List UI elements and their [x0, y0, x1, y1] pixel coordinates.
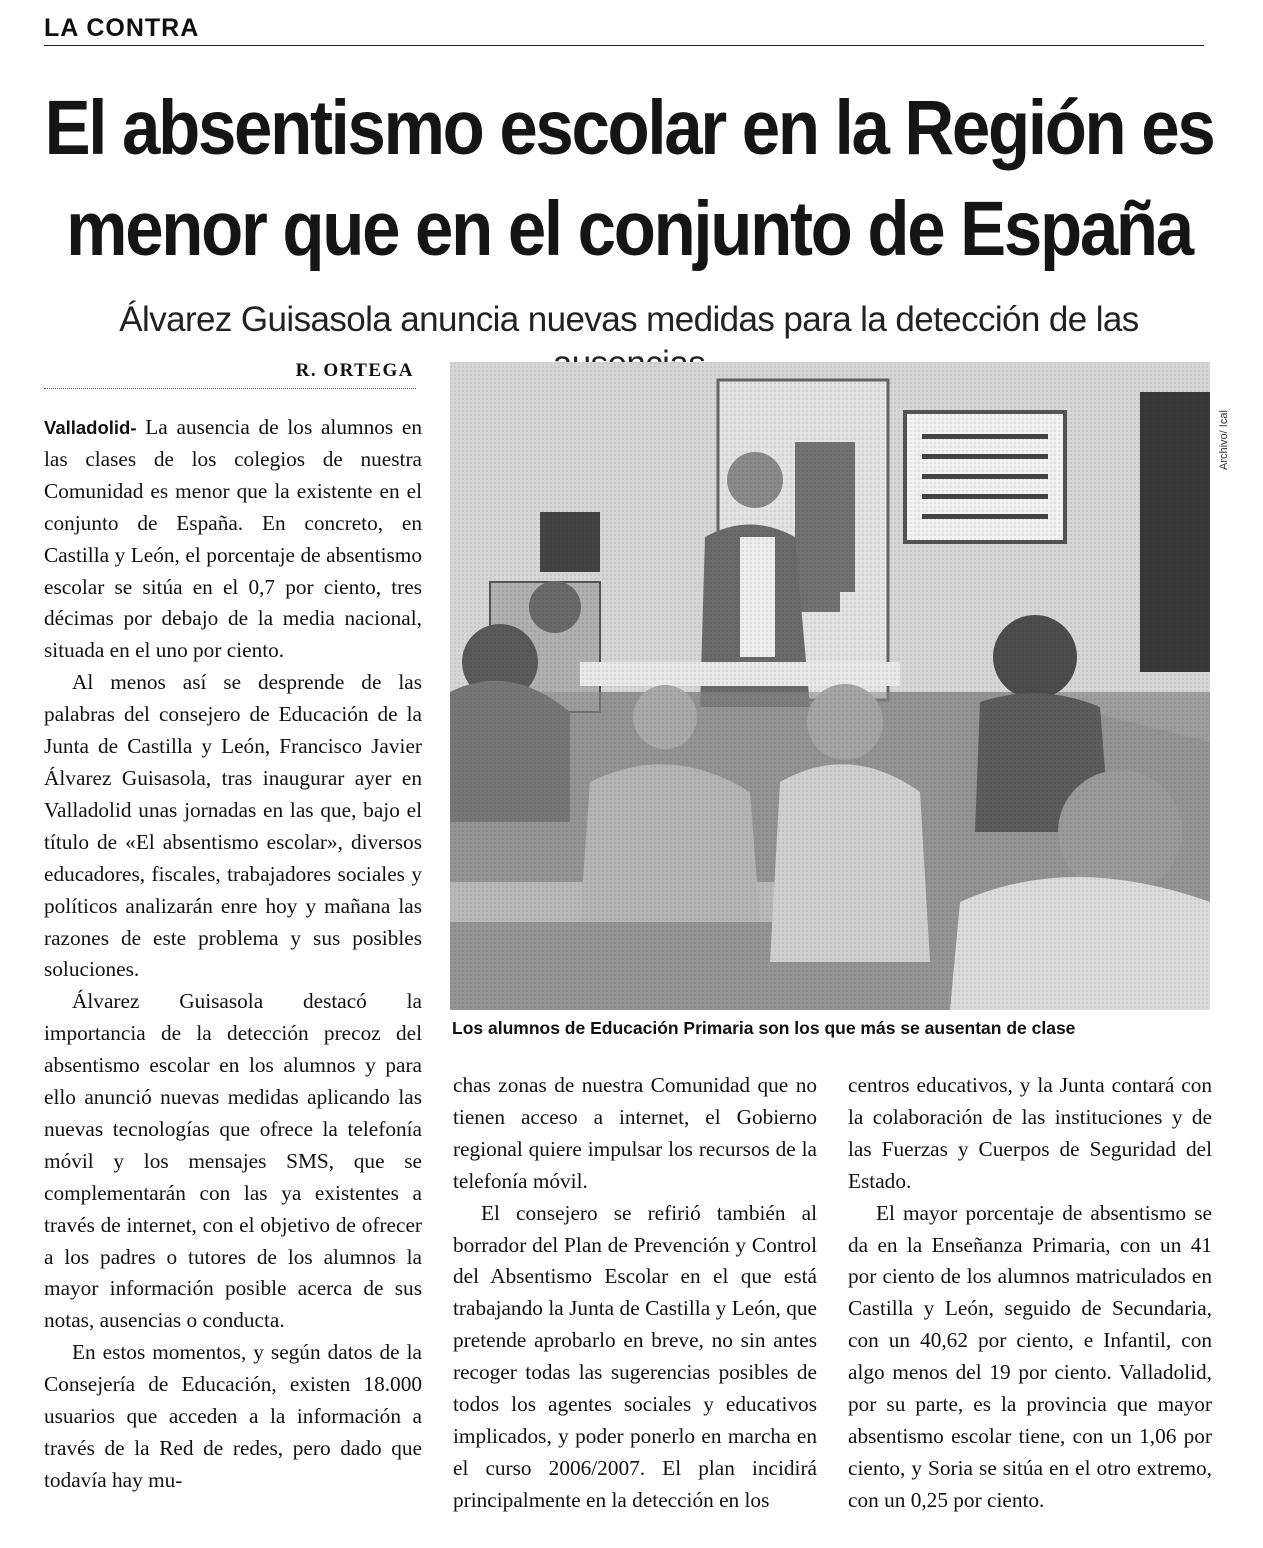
paragraph-text: La ausencia de los alumnos en las clases de los colegios de nuestra Comunidad es menor que la existente en el conjunto de España. En concreto, en Castilla y León, el porcentaje de absentismo escolar se sitúa en el 0,7 por ciento, tres décimas por debajo de la media nacional, situada en el uno por ciento.	[44, 415, 422, 663]
classroom-photo	[450, 362, 1210, 1010]
paragraph: El consejero se refirió también al borrador del Plan de Prevención y Control del Absentismo Escolar en el que está trabajando la Junta de Castilla y León, que pretende aprobarlo en breve, no sin antes recoger todas las sugerencias posibles de todos los agentes sociales y educativos implicados, y poder ponerlo en marcha en el curso 2006/2007. El plan incidirá principalmente en la detección en los	[453, 1200, 817, 1512]
headline: El absentismo escolar en la Región es menor que en el conjunto de España	[44, 84, 1214, 272]
byline-divider	[44, 388, 416, 389]
classroom-photo-illustration	[450, 362, 1210, 1010]
paragraph: chas zonas de nuestra Comunidad que no tienen acceso a internet, el Gobierno regional quiere impulsar los recursos de la telefonía móvil.	[453, 1073, 817, 1193]
paragraph: centros educativos, y la Junta contará con la colaboración de las instituciones y de las Fuerzas y Cuerpos de Seguridad del Estado.	[848, 1073, 1212, 1193]
section-divider	[44, 45, 1204, 46]
paragraph: Álvarez Guisasola destacó la importancia de la detección precoz del absentismo escolar en los alumnos y para ello anunció nuevas medidas aplicando las nuevas tecnologías que ofrece la telefonía móvil y los mensajes SMS, que se complementarán con las ya existentes a través de internet, con el objetivo de ofrecer a los padres o tutores de los alumnos la mayor información posible acerca de sus notas, ausencias o conducta.	[44, 989, 422, 1333]
photo-caption: Los alumnos de Educación Primaria son los que más se ausentan de clase	[452, 1018, 1076, 1038]
article-column-2	[453, 1070, 817, 1517]
subheadline: Álvarez Guisasola anuncia nuevas medidas para la detección de las	[119, 300, 1139, 339]
paragraph: En estos momentos, y según datos de la Consejería de Educación, existen 18.000 usuarios que acceden a la información a través de la Red de redes, pero dado que todavía hay mu-	[44, 1340, 422, 1492]
byline: R. ORTEGA	[295, 360, 414, 381]
photo-credit: Archivo/ Ical	[1218, 410, 1230, 470]
paragraph: Al menos así se desprende de las palabras del consejero de Educación de la Junta de Castilla y León, Francisco Javier Álvarez Guisasola, tras inaugurar ayer en Valladolid unas jornadas en las que, bajo el título de «El absentismo escolar», diversos educadores, fiscales, trabajadores sociales y políticos analizarán enre hoy y mañana las razones de este problema y sus posibles soluciones.	[44, 670, 422, 982]
section-label: LA CONTRA	[44, 14, 200, 42]
dateline: Valladolid-	[44, 417, 137, 438]
article-column-1	[44, 412, 422, 1497]
paragraph	[44, 412, 422, 667]
paragraph: El mayor porcentaje de absentismo se da en la Enseñanza Primaria, con un 41 por ciento de los alumnos matriculados en Castilla y León, seguido de Secundaria, con un 40,62 por ciento, e Infantil, con algo menos del 19 por ciento. Valladolid, por su parte, es la provincia que mayor absentismo escolar tiene, con un 1,06 por ciento, y Soria se sitúa en el otro extremo, con un 0,25 por ciento.	[848, 1200, 1212, 1512]
article-column-3	[848, 1070, 1212, 1517]
